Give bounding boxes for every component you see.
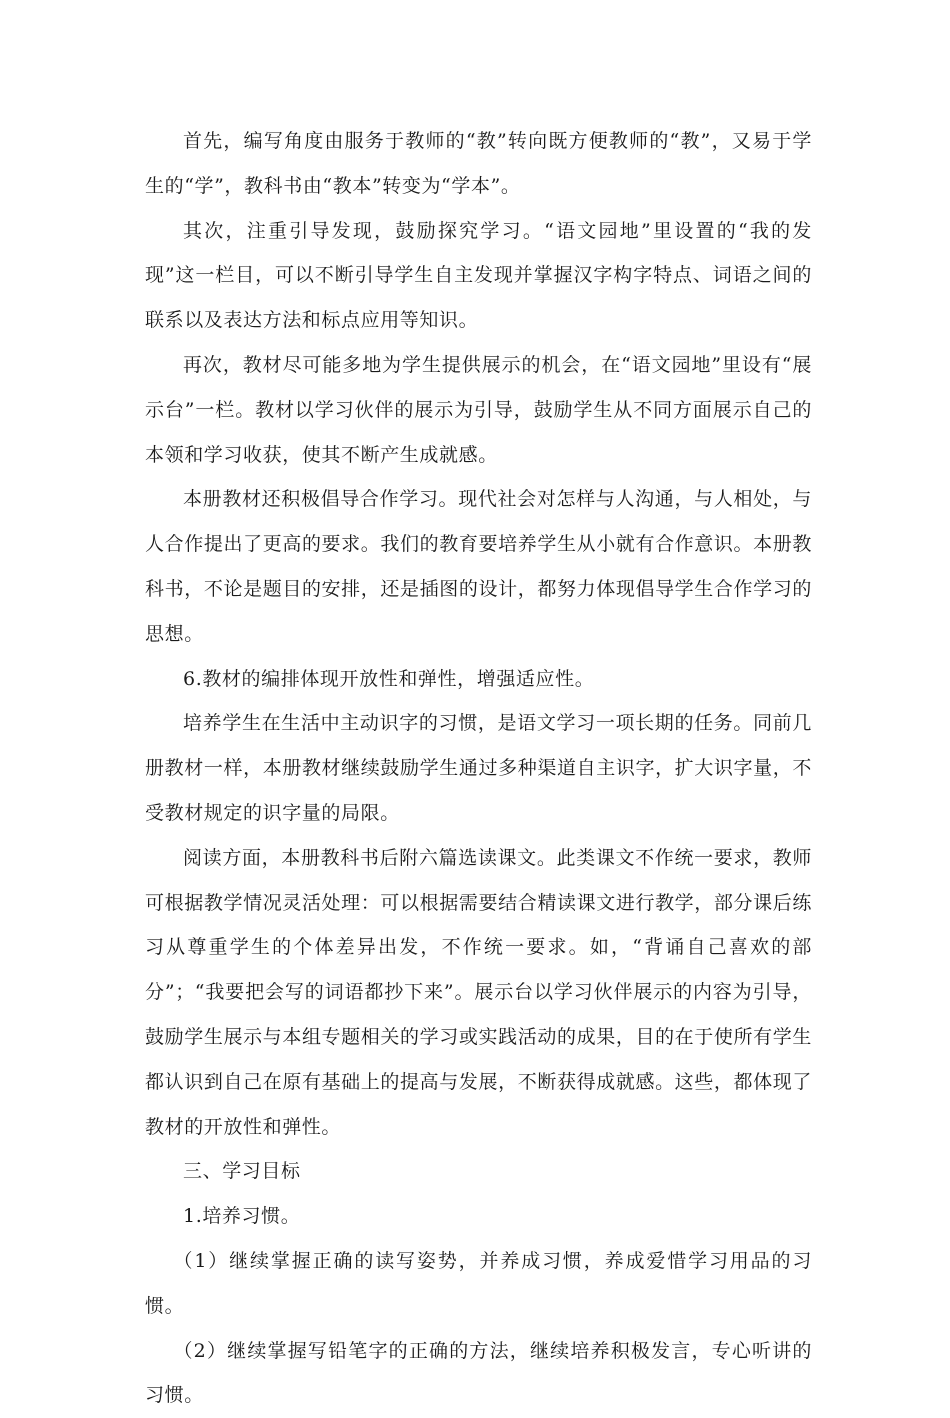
paragraph-reading: 阅读方面，本册教科书后附六篇选读课文。此类课文不作统一要求，教师可根据教学情况灵活处理：可以根据需要结合精读课文进行教学，部分课后练习从尊重学生的个体差异出发，不作统一要求。如，“背诵自己喜欢的部分”；“我要把会写的词语都抄下来”。展示台以学习伙伴展示的内容为引导，鼓励学生展示与本组专题相关的学习或实践活动的成果，目的在于使所有学生都认识到自己在原有基础上的提高与发展，不断获得成就感。这些，都体现了教材的开放性和弹性。 <box>145 846 812 1138</box>
sub-item-1: （1）继续掌握正确的读写姿势，并养成习惯，养成爱惜学习用品的习惯。 <box>145 1249 812 1317</box>
paragraph-second: 其次，注重引导发现，鼓励探究学习。“语文园地”里设置的“我的发现”这一栏目，可以不断引导学生自主发现并掌握汉字构字特点、词语之间的联系以及表达方法和标点应用等知识。 <box>145 219 812 332</box>
paragraph-cooperative-learning: 本册教材还积极倡导合作学习。现代社会对怎样与人沟通，与人相处，与人合作提出了更高的要求。我们的教育要培养学生从小就有合作意识。本册教科书，不论是题目的安排，还是插图的设计，都努力体现倡导学生合作学习的思想。 <box>145 488 812 645</box>
paragraph-first: 首先，编写角度由服务于教师的“教”转向既方便教师的“教”，又易于学生的“学”，教科书由“教本”转变为“学本”。 <box>145 130 812 197</box>
section-heading-goals: 三、学习目标 <box>183 1160 301 1183</box>
paragraph-third: 再次，教材尽可能多地为学生提供展示的机会，在“语文园地”里设有“展示台”一栏。教材以学习伙伴的展示为引导，鼓励学生从不同方面展示自己的本领和学习收获，使其不断产生成就感。 <box>145 353 812 466</box>
numbered-heading-1: 1.培养习惯。 <box>183 1205 301 1228</box>
sub-item-2: （2）继续掌握写铅笔字的正确的方法，继续培养积极发言，专心听讲的习惯。 <box>145 1339 812 1407</box>
numbered-heading-6: 6.教材的编排体现开放性和弹性，增强适应性。 <box>183 667 595 690</box>
paragraph-literacy: 培养学生在生活中主动识字的习惯，是语文学习一项长期的任务。同前几册教材一样，本册教材继续鼓励学生通过多种渠道自主识字，扩大识字量，不受教材规定的识字量的局限。 <box>145 712 812 824</box>
document-body <box>145 119 812 1418</box>
